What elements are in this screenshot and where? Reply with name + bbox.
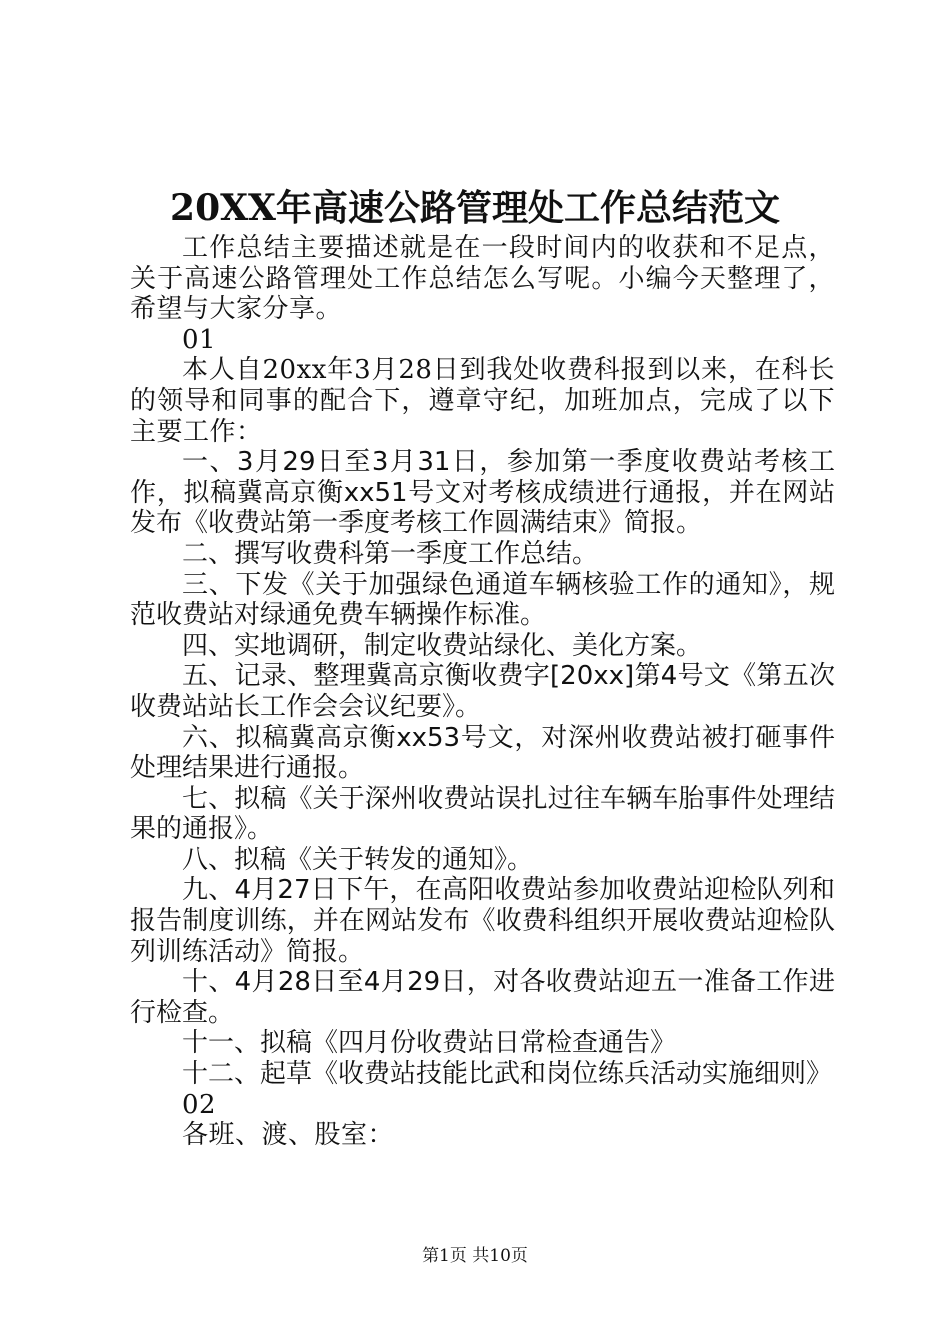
list-item: 八、拟稿《关于转发的通知》。 bbox=[182, 844, 534, 875]
list-item: 一、3月29日至3月31日，参加第一季度收费站考核工作，拟稿冀高京衡xx51号文对考核成绩进行通报，并在网站发布《收费站第一季度考核工作圆满结束》简报。 bbox=[130, 447, 835, 539]
list-item: 十二、起草《收费站技能比武和岗位练兵活动实施细则》 bbox=[182, 1059, 833, 1090]
page-footer bbox=[0, 1244, 950, 1268]
document-title: 20XX年高速公路管理处工作总结范文 bbox=[170, 187, 780, 229]
section-number: 01 bbox=[182, 324, 217, 355]
section-number: 02 bbox=[182, 1089, 217, 1120]
list-item: 二、撰写收费科第一季度工作总结。 bbox=[182, 538, 599, 569]
list-item: 六、拟稿冀高京衡xx53号文，对深州收费站被打砸事件处理结果进行通报。 bbox=[130, 722, 835, 784]
document-body bbox=[130, 233, 835, 1151]
list-item: 十一、拟稿《四月份收费站日常检查通告》 bbox=[182, 1028, 677, 1059]
list-item: 十、4月28日至4月29日，对各收费站迎五一准备工作进行检查。 bbox=[130, 967, 835, 1028]
intro-paragraph: 工作总结主要描述就是在一段时间内的收获和不足点，关于高速公路管理处工作总结怎么写呢。小编今天整理了，希望与大家分享。 bbox=[130, 233, 835, 325]
list-item: 七、拟稿《关于深州收费站误扎过往车辆车胎事件处理结果的通报》。 bbox=[130, 783, 835, 845]
list-item: 五、记录、整理冀高京衡收费字[20xx]第4号文《第五次收费站站长工作会会议纪要》。 bbox=[130, 661, 835, 722]
list-item: 三、下发《关于加强绿色通道车辆核验工作的通知》，规范收费站对绿通免费车辆操作标准。 bbox=[130, 569, 835, 631]
page-number: 第1页 共10页 bbox=[422, 1246, 528, 1266]
list-item: 四、实地调研，制定收费站绿化、美化方案。 bbox=[182, 630, 703, 661]
body-paragraph: 本人自20xx年3月28日到我处收费科报到以来，在科长的领导和同事的配合下，遵章守纪，加班加点，完成了以下主要工作： bbox=[130, 355, 835, 447]
list-item: 九、4月27日下午，在高阳收费站参加收费站迎检队列和报告制度训练，并在网站发布《收费科组织开展收费站迎检队列训练活动》简报。 bbox=[130, 875, 835, 967]
body-paragraph: 各班、渡、股室： bbox=[182, 1120, 395, 1151]
